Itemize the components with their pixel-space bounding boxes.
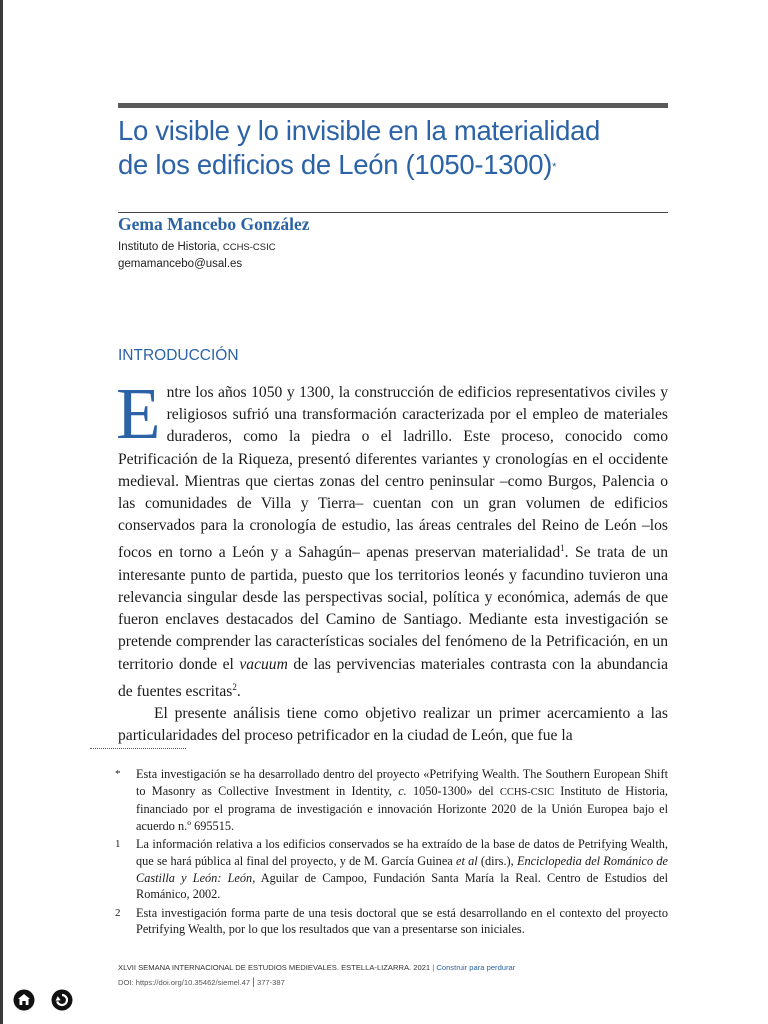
footer-doi [118, 977, 285, 988]
footnotes [115, 766, 669, 940]
section-heading: INTRODUCCIÓN [118, 347, 239, 364]
footnote-1-text-b: (dirs.), [477, 853, 517, 868]
footnote-separator [90, 748, 186, 749]
footnote-2-mark: 2 [115, 906, 121, 919]
title-footnote-mark: * [552, 161, 557, 173]
footnote-1-mark: 1 [115, 838, 121, 851]
paragraph-1-italic: vacuum [239, 655, 288, 673]
header-rule [118, 103, 668, 108]
footnote-1-text-c: , Aguilar de Campoo, Fundación Santa María la Real. Centro de Estudios del Románico, 2002. [136, 870, 668, 902]
footnote-star-mark: * [115, 768, 121, 780]
author-affiliation [118, 239, 276, 273]
footer-volume-title[interactable]: Construir para perdurar [436, 963, 516, 972]
paragraph-1 [116, 373, 669, 703]
footnote-ref-1: 1 [560, 543, 565, 554]
footnote-star-text-c: Instituto de Historia, financiado por el programa de investigación e innovación Horizonte 2020 de la Unión Europea bajo el acuerdo n.º 695515. [136, 783, 669, 833]
footer-publication [118, 963, 515, 972]
author-email: gemamancebo@usal.es [118, 258, 243, 270]
title-line-2: de los edificios de León (1050-1300) [118, 149, 553, 180]
home-icon[interactable] [13, 989, 35, 1011]
paragraph-1-text-c: de las pervivencias materiales contrasta con la abundancia de fuentes escritas [118, 655, 669, 701]
paragraph-2: El presente análisis tiene como objetivo realizar un primer acercamiento a las particularidades del proceso petrificador en la ciudad de León, que fue la [118, 705, 668, 745]
drop-cap: E [116, 373, 161, 454]
article-title [118, 114, 678, 182]
affiliation-institute: Instituto de Historia, [118, 241, 220, 253]
footnote-star [115, 766, 669, 834]
paragraph-1-text-b: . Se trata de un interesante punto de partida, puesto que los territorios leonés y facundino tuvieron una relevancia singular desde las perspectivas social, política y económica, además de que fueron enclaves destacados del Camino de Santiago. Mediante esta investigación se pretende comprender las características sociales del fenómeno de la Petrificación, en un territorio donde el [118, 544, 668, 673]
paragraph-1-text-d: . [236, 683, 241, 701]
footnote-star-text-a: Esta investigación se ha desarrollado dentro del proyecto «Petrifying Wealth. The Southern European Shift to Masonry as Collective Investment in Identity, [136, 767, 668, 798]
footer-pages: 377-387 [256, 978, 285, 987]
footer-doi-link[interactable]: DOI: https://doi.org/10.35462/siemel.47 [118, 978, 251, 987]
footnote-2 [115, 905, 668, 938]
back-icon[interactable] [51, 989, 73, 1011]
footnote-1-italic-1: et al [455, 853, 478, 868]
footnote-star-text-b: 1050-1300» del [406, 783, 500, 798]
footnote-star-center: CCHS-CSIC [499, 786, 555, 798]
footnote-ref-2: 2 [232, 681, 237, 692]
footnote-star-italic: c. [398, 783, 407, 798]
title-divider [118, 212, 668, 213]
footer-separator-2: | [252, 977, 255, 988]
footnote-1 [115, 836, 669, 902]
left-margin-rule [0, 0, 3, 1024]
title-line-1: Lo visible y lo invisible en la materialidad [118, 115, 601, 146]
affiliation-center: CCHS-CSIC [222, 242, 276, 253]
footnote-1-italic-2: Enciclopedia del Románico de Castilla y León: León [136, 853, 669, 885]
author-name: Gema Mancebo González [118, 214, 310, 234]
footer-series: XLVII SEMANA INTERNACIONAL DE ESTUDIOS MEDIEVALES. ESTELLA-LIZARRA. 2021 [118, 963, 431, 972]
paragraph-1-text-a: ntre los años 1050 y 1300, la construcción de edificios representativos civiles y religiosos sufrió una transformación caracterizada por el empleo de materiales duraderos, como la piedra o el ladrillo. Este proceso, conocido como Petrificación de la Riqueza, presentó diferentes variantes y cronologías en el occidente medieval. Mientras que ciertas zonas del centro peninsular –como Burgos, Palencia o las comunidades de Villa y Tierra– cuentan con un gran volumen de edificios conservados para la cronología de estudio, las áreas centrales del Reino de León –los focos en torno a León y a Sahagún– apenas preservan materialidad [118, 384, 668, 562]
footnote-1-text-a: La información relativa a los edificios conservados se ha extraído de la base de datos de Petrifying Wealth, que se hará pública al final del proyecto, y de M. García Guinea [136, 837, 668, 868]
footnote-2-text: Esta investigación forma parte de una tesis doctoral que se está desarrollando en el contexto del proyecto Petrifying Wealth, por lo que los resultados que van a presentarse son iniciales. [136, 905, 668, 937]
body-text [116, 373, 669, 748]
footer-separator-1: | [432, 963, 435, 972]
